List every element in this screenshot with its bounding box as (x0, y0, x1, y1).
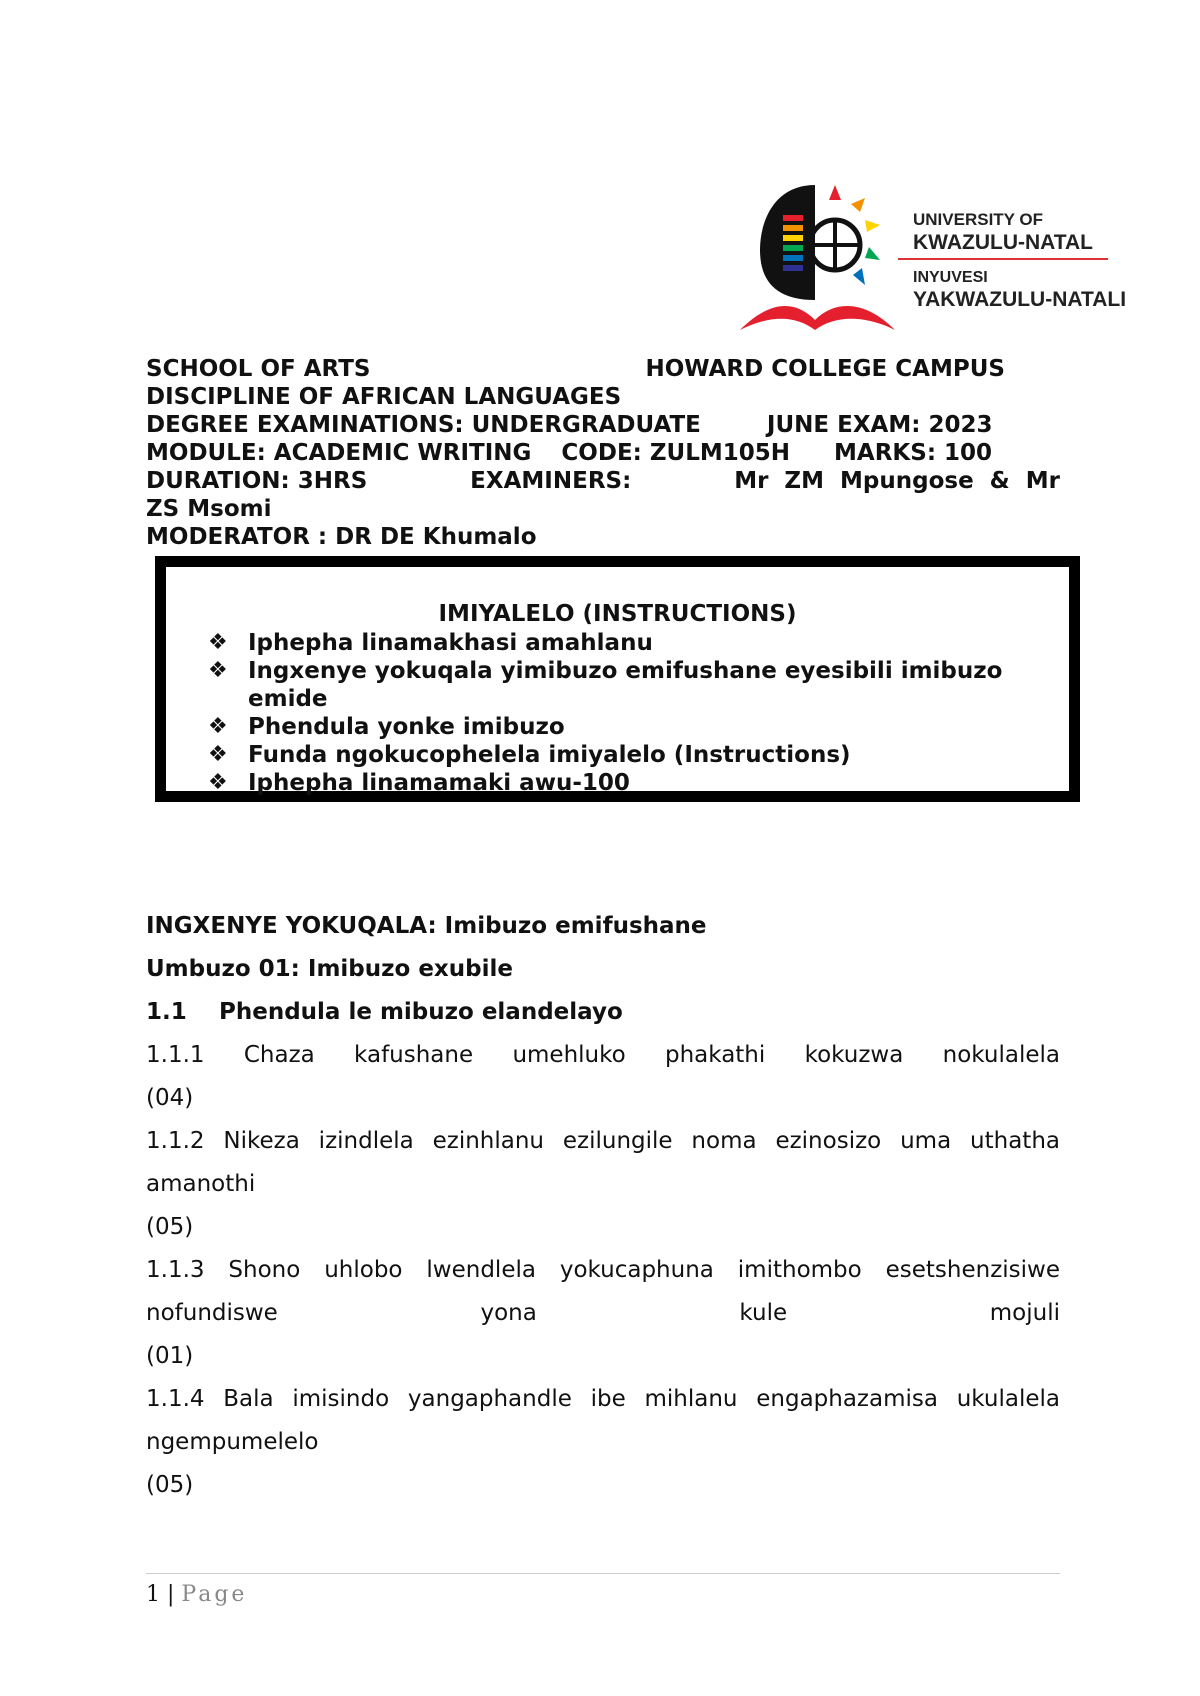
question-1-1-3-cont: nofundiswe yona kule mojuli (146, 1300, 1060, 1326)
diamond-bullet-icon: ❖ (208, 770, 228, 795)
question-1-1-1-marks: (04) (146, 1085, 194, 1111)
page-number: 1 (146, 1582, 160, 1607)
instruction-item: ❖ Ingxenye yokuqala yimibuzo emifushane eyesibili imibuzo emide (208, 658, 1003, 712)
header-row-duration (146, 467, 1060, 495)
diamond-bullet-icon: ❖ (208, 630, 228, 655)
instruction-item: ❖ Funda ngokucophelela imiyalelo (Instructions) (208, 742, 851, 768)
ukzn-emblem-icon (735, 180, 905, 340)
header-row-examiners-cont (146, 495, 1060, 523)
header-row-school (146, 355, 1060, 383)
footer-divider (146, 1573, 1060, 1574)
instructions-list (208, 629, 1048, 797)
question-1-1-3: 1.1.3 Shono uhlobo lwendlela yokucaphuna imithombo esetshenzisiwe (146, 1257, 1060, 1283)
module-name: MODULE: ACADEMIC WRITING (146, 440, 532, 466)
module-code: CODE: ZULM105H (561, 440, 791, 466)
moderator: MODERATOR : DR DE Khumalo (146, 524, 537, 550)
campus-name: HOWARD COLLEGE CAMPUS (645, 356, 1005, 382)
question-number: 1.1 (146, 999, 187, 1025)
header-row-module (146, 439, 1060, 467)
instruction-item: ❖ Iphepha linamamaki awu-100 (208, 770, 630, 796)
diamond-bullet-icon: ❖ (208, 742, 228, 767)
page-separator: | (160, 1582, 182, 1607)
exam-header (146, 355, 1060, 551)
instructions-box (155, 556, 1080, 802)
question-1-1-4-marks: (05) (146, 1472, 194, 1498)
header-row-moderator (146, 523, 1060, 551)
logo-text-yakwazulu-natali: YAKWAZULU-NATALI (913, 288, 1127, 311)
degree-label: DEGREE EXAMINATIONS: UNDERGRADUATE (146, 412, 701, 438)
question-1-1 (146, 991, 1060, 1034)
examiners-names: Mr ZM Mpungose & Mr (734, 468, 1060, 494)
discipline-name: DISCIPLINE OF AFRICAN LANGUAGES (146, 384, 622, 410)
question-1-1-2-cont: amanothi (146, 1171, 256, 1197)
logo-divider (898, 258, 1108, 260)
header-row-degree (146, 411, 1060, 439)
total-marks: MARKS: 100 (834, 440, 993, 466)
exam-session: JUNE EXAM: 2023 (766, 412, 993, 438)
question-1-1-3-marks: (01) (146, 1343, 194, 1369)
exam-body (146, 905, 1060, 1507)
examiners-label: EXAMINERS: (470, 468, 632, 494)
instructions-title: IMIYALELO (INSTRUCTIONS) (438, 601, 797, 627)
question-text: Phendula le mibuzo elandelayo (219, 999, 623, 1025)
header-row-discipline (146, 383, 1060, 411)
question-title: Umbuzo 01: Imibuzo exubile (146, 956, 513, 982)
section-heading: INGXENYE YOKUQALA: Imibuzo emifushane (146, 913, 707, 939)
diamond-bullet-icon: ❖ (208, 658, 228, 683)
question-1-1-4-cont: ngempumelelo (146, 1429, 319, 1455)
instruction-item: ❖ Iphepha linamakhasi amahlanu (208, 630, 653, 656)
question-1-1-1: 1.1.1 Chaza kafushane umehluko phakathi kokuzwa nokulalela (146, 1042, 1060, 1068)
logo-text-inyuvesi: INYUVESI (913, 269, 988, 286)
school-name: SCHOOL OF ARTS (146, 356, 371, 382)
university-logo (735, 180, 1127, 340)
page-label: Page (181, 1582, 248, 1607)
question-1-1-2-marks: (05) (146, 1214, 194, 1240)
question-1-1-2: 1.1.2 Nikeza izindlela ezinhlanu ezilungile noma ezinosizo uma uthatha (146, 1128, 1060, 1154)
logo-text-kwazulu-natal: KWAZULU-NATAL (913, 231, 1094, 254)
duration: DURATION: 3HRS (146, 468, 368, 494)
diamond-bullet-icon: ❖ (208, 714, 228, 739)
instruction-item: ❖ Phendula yonke imibuzo (208, 714, 565, 740)
logo-text-university-of: UNIVERSITY OF (913, 210, 1044, 229)
question-1-1-4: 1.1.4 Bala imisindo yangaphandle ibe mihlanu engaphazamisa ukulalela (146, 1386, 1060, 1412)
page-footer (146, 1582, 247, 1607)
examiners-names-cont: ZS Msomi (146, 496, 272, 522)
